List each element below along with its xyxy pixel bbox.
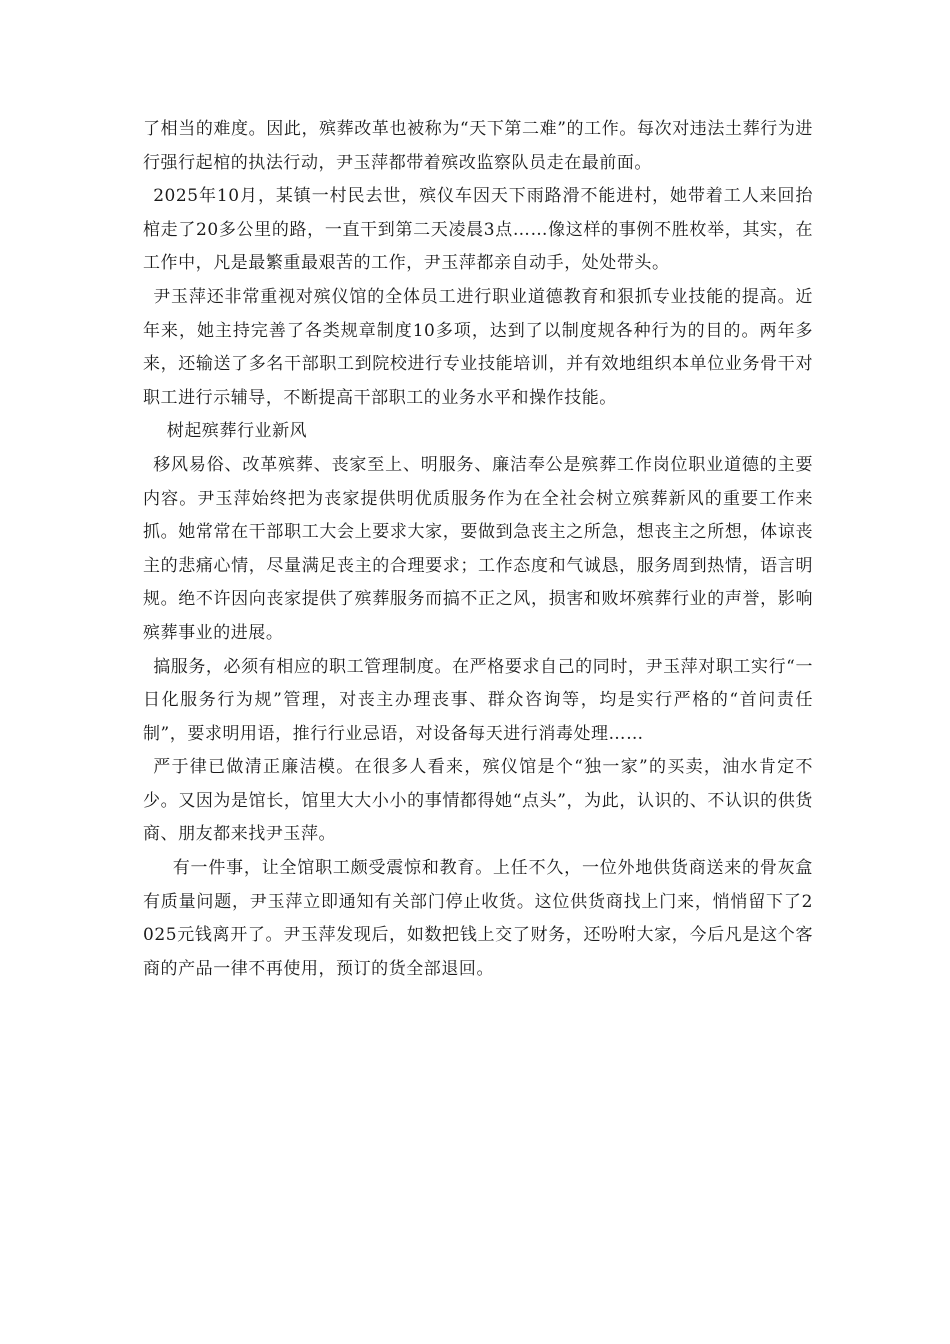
paragraph-incident: 有一件事，让全馆职工颇受震惊和教育。上任不久，一位外地供货商送来的骨灰盒有质量问题，尹玉萍立即通知有关部门停止收货。这位供货商找上门来，悄悄留下了2025元钱离开了。尹玉萍发现后，如数把钱上交了财务，还吩咐大家，今后凡是这个客商的产品一律不再使用，预订的货全部退回。: [143, 858, 813, 979]
paragraph-management-system: 搞服务，必须有相应的职工管理制度。在严格要求自己的同时，尹玉萍对职工实行“一日化服务行为规”管理，对丧主办理丧事、群众咨询等，均是实行严格的“首问责任制”，要求明用语，推行行业忌语，对设备每天进行消毒处理……: [143, 656, 813, 744]
paragraph-integrity: 严于律已做清正廉洁模。在很多人看来，殡仪馆是个“独一家”的买卖，油水肯定不少。又因为是馆长，馆里大大小小的事情都得她“点头”，为此，认识的、不认识的供货商、朋友都来找尹玉萍。: [143, 757, 813, 845]
paragraph-continuation: 了相当的难度。因此，殡葬改革也被称为“天下第二难”的工作。每次对违法土葬行为进行强行起棺的执法行动，尹玉萍都带着殡改监察队员走在最前面。: [143, 119, 813, 173]
paragraph-2025-october: 2025年10月，某镇一村民去世，殡仪车因天下雨路滑不能进村，她带着工人来回抬棺走了20多公里的路，一直干到第二天凌晨3点……像这样的事例不胜枚举，其实，在工作中，凡是最繁重最艰苦的工作，尹玉萍都亲自动手，处处带头。: [143, 186, 813, 274]
paragraph-staff-training: 尹玉萍还非常重视对殡仪馆的全体员工进行职业道德教育和狠抓专业技能的提高。近年来，她主持完善了各类规章制度10多项，达到了以制度规各种行为的目的。两年多来，还输送了多名干部职工到院校进行专业技能培训，并有效地组织本单位业务骨干对职工进行示辅导，不断提高干部职工的业务水平和操作技能。: [143, 286, 813, 408]
section-heading: 树起殡葬行业新风: [166, 421, 308, 442]
document-body: [143, 113, 813, 986]
paragraph-new-custom: 移风易俗、改革殡葬、丧家至上、明服务、廉洁奉公是殡葬工作岗位职业道德的主要内容。尹玉萍始终把为丧家提供明优质服务作为在全社会树立殡葬新风的重要工作来抓。她常常在干部职工大会上要求大家，要做到急丧主之所急，想丧主之所想，体谅丧主的悲痛心情，尽量满足丧主的合理要求；工作态度和气诚恳，服务周到热情，语言明规。绝不许因向丧家提供了殡葬服务而搞不正之风，损害和败坏殡葬行业的声誉，影响殡葬事业的进展。: [143, 454, 813, 643]
